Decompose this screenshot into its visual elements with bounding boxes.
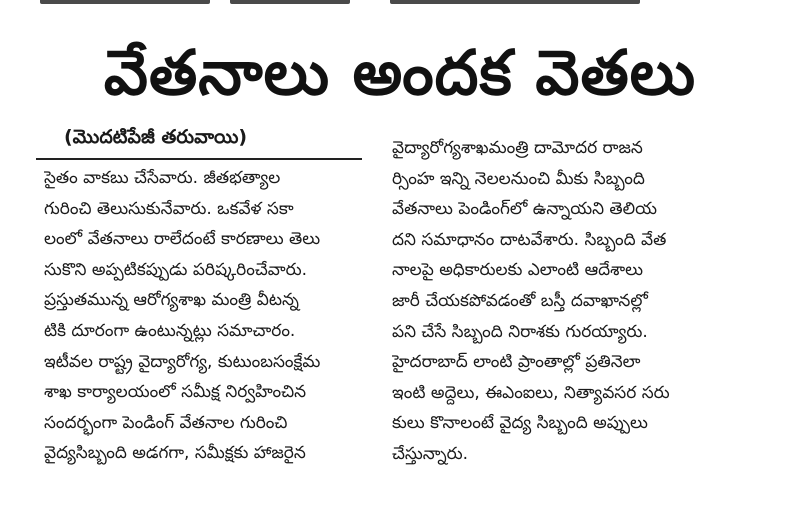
article-headline: వేతనాలు అందక వెతలు [103, 36, 697, 109]
right-column-line: ఇంటి అద్దెలు, ఈఎంఐలు, నిత్యావసర సరు [392, 382, 670, 403]
left-column-line: ఇటీవల రాష్ట్ర వైద్యారోగ్య, కుటుంబసంక్షేమ [44, 351, 321, 372]
right-column-line: జారీ చేయకపోవడంతో బస్తీ దవాఖానల్లో [392, 290, 648, 311]
right-column-line: ర్సింహ ఇన్ని నెలలనుంచి మీకు సిబ్బంది [392, 168, 645, 189]
right-column-line: నాలపై అధికారులకు ఎలాంటి ఆదేశాలు [392, 260, 644, 281]
right-column-line: పని చేసే సిబ్బంది నిరాశకు గురయ్యారు. [392, 321, 648, 342]
right-column-line: దని సమాధానం దాటవేశారు. సిబ్బంది వేత [392, 229, 667, 250]
left-column-line: ప్రస్తుతమున్న ఆరోగ్యశాఖ మంత్రి వీటన్న [44, 290, 299, 311]
left-column [44, 163, 364, 469]
left-column-line: వైద్యసిబ్బంది అడగగా, సమీక్షకు హాజరైన [44, 443, 306, 464]
right-column-line: హైదరాబాద్ లాంటి ప్రాంతాల్లో ప్రతినెలా [392, 352, 641, 373]
left-column-line: సైతం వాకబు చేసేవారు. జీతభత్యాల [44, 168, 281, 188]
cropped-text-fragment [40, 0, 210, 4]
left-column-line: సుకొని అప్పటికప్పుడు పరిష్కరించేవారు. [44, 259, 307, 280]
right-column-line: వేతనాలు పెండింగ్‌లో ఉన్నాయని తెలియ [392, 199, 657, 220]
left-column-line: లంలో వేతనాలు రాలేదంటే కారణాలు తెలు [44, 229, 321, 250]
left-column-line: గురించి తెలుసుకునేవారు. ఒకవేళ సకా [44, 198, 294, 219]
cropped-previous-text [0, 0, 800, 10]
right-column-line: చేస్తున్నారు. [392, 443, 468, 464]
right-column [392, 133, 732, 470]
cropped-text-fragment [390, 0, 640, 4]
right-column-line: వైద్యారోగ్యశాఖమంత్రి దామోదర రాజన [392, 138, 643, 158]
right-column-line: కులు కొనాలంటే వైద్య సిబ్బంది అప్పులు [392, 413, 648, 434]
left-column-line: టికి దూరంగా ఉంటున్నట్లు సమాచారం. [44, 320, 296, 341]
kicker-underline [36, 158, 362, 160]
left-column-line: శాఖ కార్యాలయంలో సమీక్ష నిర్వహించిన [44, 382, 307, 403]
left-column-line: సందర్భంగా పెండింగ్ వేతనాల గురించి [44, 412, 288, 433]
continuation-kicker: (మొదటిపేజీ తరువాయి) [64, 126, 248, 148]
cropped-text-fragment [230, 0, 350, 4]
